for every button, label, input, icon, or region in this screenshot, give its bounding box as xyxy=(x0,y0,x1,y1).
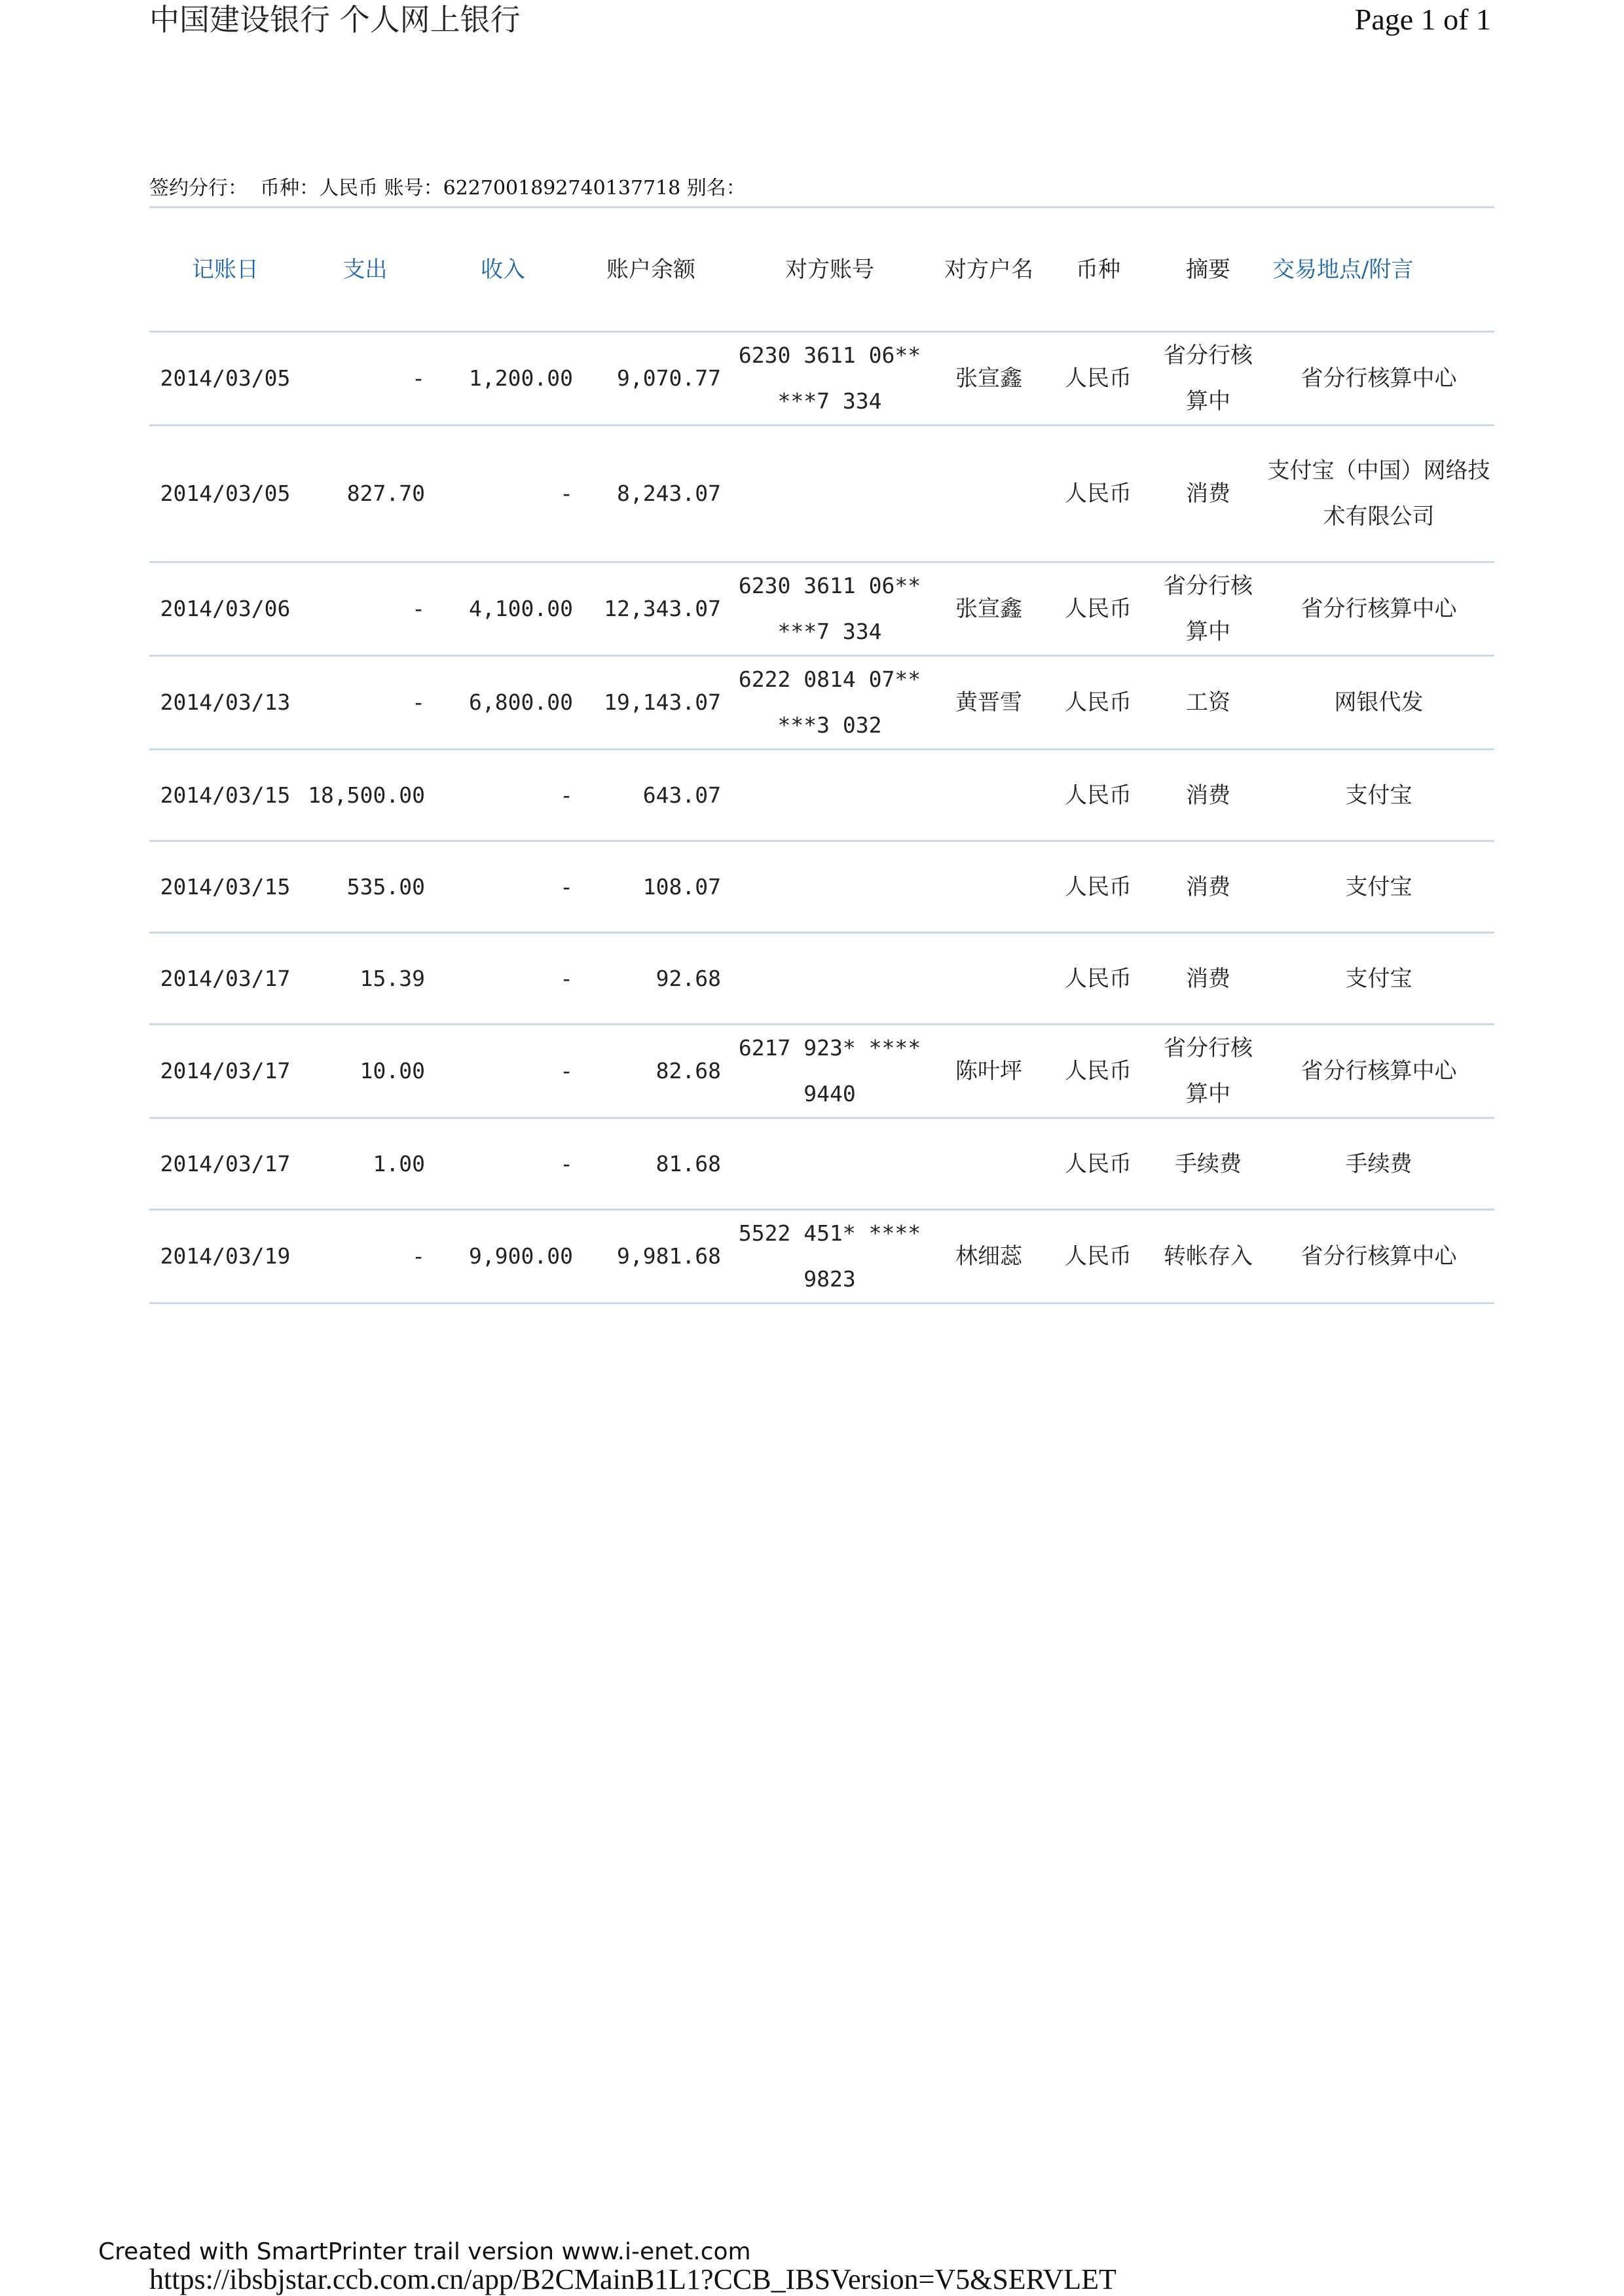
cell-location: 网银代发 xyxy=(1334,689,1424,716)
cell-currency: 人民币 xyxy=(1065,365,1132,392)
cell-date: 2014/03/13 xyxy=(160,689,291,715)
table-header-row xyxy=(149,208,1494,332)
table-row xyxy=(149,750,1494,841)
cell-summary: 消费 xyxy=(1186,481,1230,507)
table-row xyxy=(149,562,1494,656)
cell-location: 省分行核算中心 xyxy=(1301,1058,1457,1084)
cell-income: - xyxy=(560,481,573,506)
cell-counterparty-account xyxy=(725,933,934,1025)
cell-balance: 19,143.07 xyxy=(604,689,721,715)
table-row xyxy=(149,332,1494,426)
cell-counterparty-account xyxy=(725,426,934,562)
cell-location: 手续费 xyxy=(1345,1150,1412,1177)
cell-expense: - xyxy=(412,689,425,715)
cell-currency: 人民币 xyxy=(1065,481,1132,507)
cell-balance: 9,070.77 xyxy=(617,365,721,391)
cell-balance: 12,343.07 xyxy=(604,596,721,621)
cell-summary: 省分行核算中 xyxy=(1164,1035,1253,1107)
cell-expense: 15.39 xyxy=(360,965,425,991)
cell-summary: 手续费 xyxy=(1175,1150,1242,1177)
cell-currency: 人民币 xyxy=(1065,873,1132,900)
cell-counterparty-name xyxy=(934,750,1043,841)
cell-currency: 人民币 xyxy=(1065,689,1132,716)
table-row xyxy=(149,656,1494,750)
column-header-location[interactable]: 交易地点/附言 xyxy=(1272,256,1414,283)
watermark-text: Created with SmartPrinter trail version www.i-enet.com xyxy=(98,2238,751,2265)
cell-income: 1,200.00 xyxy=(469,365,573,391)
cell-income: - xyxy=(560,873,573,900)
cell-location: 支付宝（中国）网络技术有限公司 xyxy=(1267,458,1490,530)
account-info: 签约分行： 币种：人民币 账号：6227001892740137718 别名： xyxy=(149,177,746,200)
column-header-date[interactable]: 记账日 xyxy=(192,256,259,283)
cell-summary: 消费 xyxy=(1186,965,1230,992)
cell-income: - xyxy=(560,782,573,808)
cell-counterparty-account: 6230 3611 06** ***7 334 xyxy=(738,342,921,414)
cell-summary: 工资 xyxy=(1186,689,1230,716)
cell-summary: 消费 xyxy=(1186,782,1230,809)
cell-currency: 人民币 xyxy=(1065,1243,1132,1269)
page-number: Page 1 of 1 xyxy=(1354,3,1491,36)
cell-date: 2014/03/15 xyxy=(160,782,291,808)
cell-income: 9,900.00 xyxy=(469,1243,573,1269)
cell-counterparty-name xyxy=(934,933,1043,1025)
table-row xyxy=(149,1210,1494,1303)
cell-balance: 92.68 xyxy=(655,965,721,991)
cell-currency: 人民币 xyxy=(1065,782,1132,809)
cell-summary: 消费 xyxy=(1186,873,1230,900)
cell-expense: 827.70 xyxy=(346,481,425,506)
cell-counterparty-name xyxy=(934,841,1043,933)
cell-counterparty-account xyxy=(725,1118,934,1210)
cell-counterparty-name: 黄晋雪 xyxy=(955,689,1022,716)
cell-currency: 人民币 xyxy=(1065,596,1132,622)
cell-counterparty-name xyxy=(934,1118,1043,1210)
cell-date: 2014/03/19 xyxy=(160,1243,291,1269)
cell-income: - xyxy=(560,965,573,991)
table-row xyxy=(149,841,1494,933)
cell-balance: 9,981.68 xyxy=(617,1243,721,1269)
cell-date: 2014/03/17 xyxy=(160,965,291,991)
cell-counterparty-name: 林细蕊 xyxy=(955,1243,1022,1269)
cell-income: 6,800.00 xyxy=(469,689,573,715)
cell-date: 2014/03/17 xyxy=(160,1058,291,1084)
cell-currency: 人民币 xyxy=(1065,1058,1132,1084)
cell-expense: 18,500.00 xyxy=(308,782,425,808)
column-header-balance: 账户余额 xyxy=(606,256,695,283)
cell-location: 省分行核算中心 xyxy=(1301,1243,1457,1269)
cell-balance: 8,243.07 xyxy=(617,481,721,506)
cell-counterparty-name: 陈叶坪 xyxy=(955,1058,1022,1084)
table-row xyxy=(149,1118,1494,1210)
column-header-summary: 摘要 xyxy=(1186,256,1230,283)
cell-location: 支付宝 xyxy=(1345,965,1412,992)
cell-expense: 10.00 xyxy=(360,1058,425,1084)
cell-expense: - xyxy=(412,596,425,621)
cell-income: - xyxy=(560,1058,573,1084)
cell-income: 4,100.00 xyxy=(469,596,573,621)
cell-counterparty-name: 张宣鑫 xyxy=(955,365,1022,392)
cell-currency: 人民币 xyxy=(1065,1150,1132,1177)
cell-location: 省分行核算中心 xyxy=(1301,365,1457,392)
cell-counterparty-account: 6230 3611 06** ***7 334 xyxy=(738,573,921,644)
cell-counterparty-account xyxy=(725,750,934,841)
cell-date: 2014/03/06 xyxy=(160,596,291,621)
cell-date: 2014/03/17 xyxy=(160,1150,291,1176)
cell-counterparty-name xyxy=(934,426,1043,562)
bank-title: 中国建设银行 个人网上银行 xyxy=(149,2,521,37)
cell-counterparty-account: 6217 923* **** 9440 xyxy=(738,1035,921,1106)
cell-date: 2014/03/05 xyxy=(160,481,291,506)
table-row xyxy=(149,933,1494,1025)
cell-counterparty-account: 5522 451* **** 9823 xyxy=(738,1220,921,1292)
cell-date: 2014/03/15 xyxy=(160,873,291,900)
table-row xyxy=(149,426,1494,562)
table-row xyxy=(149,1025,1494,1118)
transaction-table xyxy=(149,206,1494,1304)
column-header-counterparty-name: 对方户名 xyxy=(944,256,1033,283)
page-url: https://ibsbjstar.ccb.com.cn/app/B2CMainB1L1?CCB_IBSVersion=V5&SERVLET xyxy=(149,2264,1116,2295)
cell-currency: 人民币 xyxy=(1065,965,1132,992)
cell-date: 2014/03/05 xyxy=(160,365,291,391)
cell-expense: 1.00 xyxy=(373,1150,425,1176)
cell-counterparty-account xyxy=(725,841,934,933)
cell-balance: 108.07 xyxy=(642,873,721,900)
cell-balance: 82.68 xyxy=(655,1058,721,1084)
column-header-counterparty-account: 对方账号 xyxy=(785,256,874,283)
cell-summary: 省分行核算中 xyxy=(1164,342,1253,414)
cell-location: 支付宝 xyxy=(1345,873,1412,900)
cell-counterparty-account: 6222 0814 07** ***3 032 xyxy=(738,666,921,738)
cell-summary: 省分行核算中 xyxy=(1164,573,1253,645)
cell-balance: 81.68 xyxy=(655,1150,721,1176)
column-header-expense[interactable]: 支出 xyxy=(342,256,388,283)
cell-balance: 643.07 xyxy=(642,782,721,808)
column-header-currency: 币种 xyxy=(1076,256,1120,283)
cell-counterparty-name: 张宣鑫 xyxy=(955,596,1022,622)
cell-location: 省分行核算中心 xyxy=(1301,596,1457,622)
column-header-income[interactable]: 收入 xyxy=(481,256,525,283)
cell-location: 支付宝 xyxy=(1345,782,1412,809)
cell-expense: 535.00 xyxy=(346,873,425,900)
cell-expense: - xyxy=(412,365,425,391)
cell-income: - xyxy=(560,1150,573,1176)
cell-summary: 转帐存入 xyxy=(1164,1243,1253,1269)
cell-expense: - xyxy=(412,1243,425,1269)
